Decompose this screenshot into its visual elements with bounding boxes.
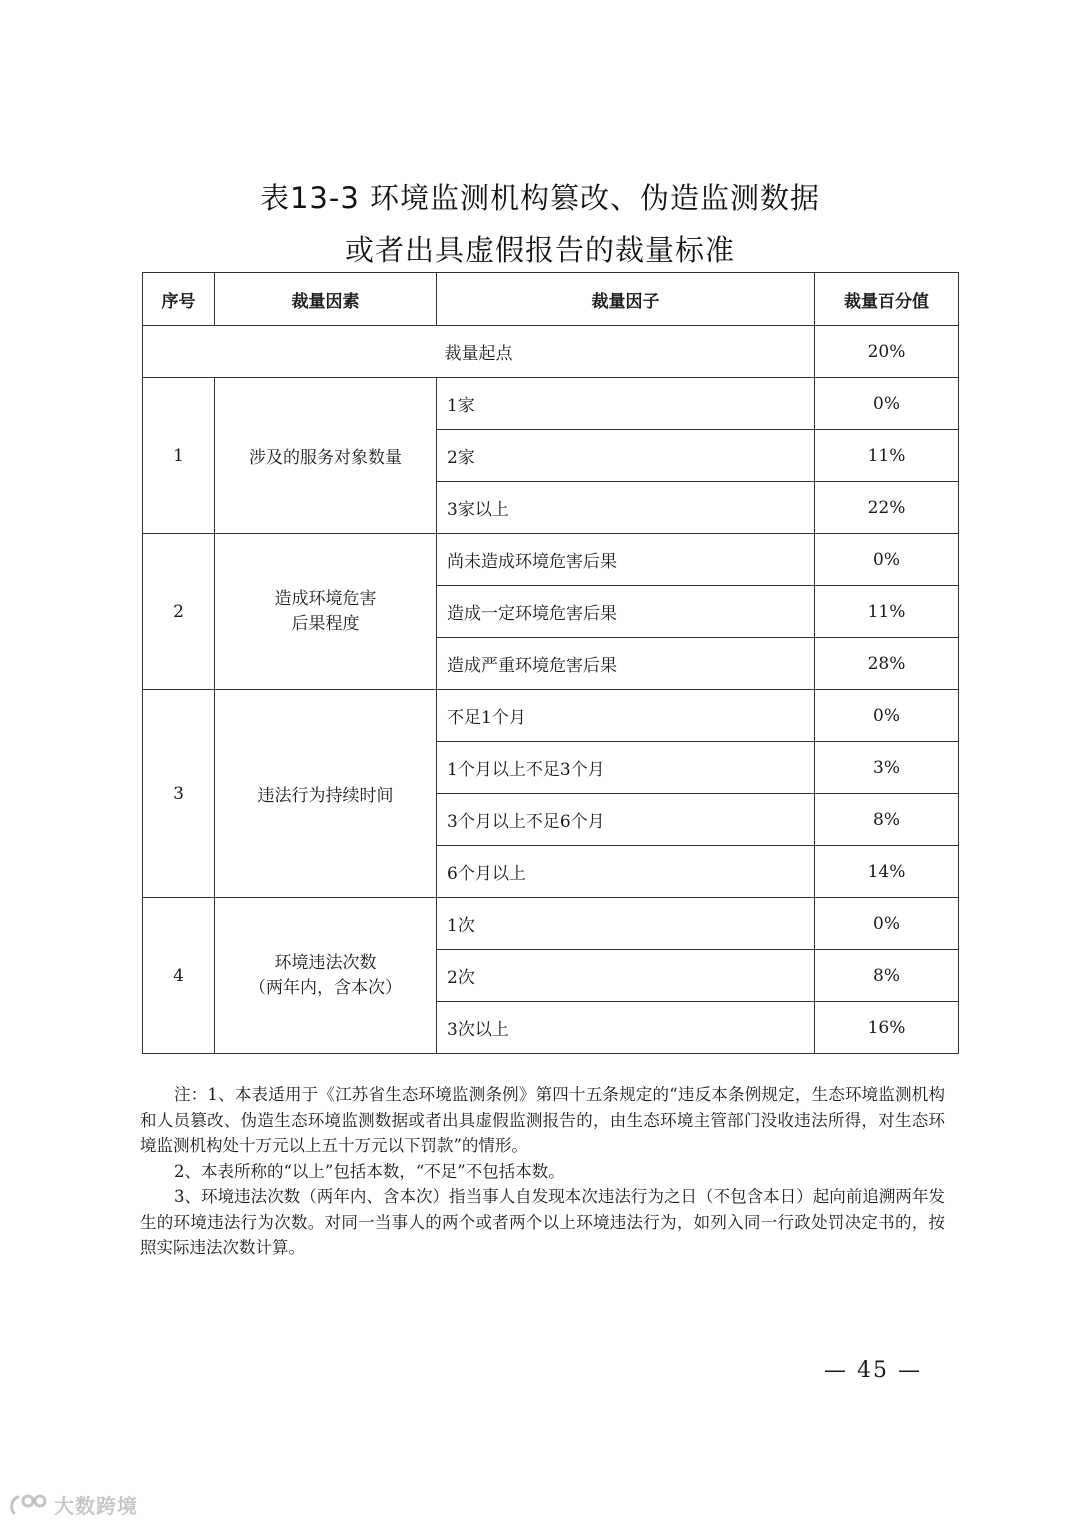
- table-row: [143, 534, 959, 586]
- watermark: [8, 1490, 138, 1519]
- factor-item: 1次: [437, 898, 815, 950]
- group-factor: 违法行为持续时间: [215, 690, 437, 898]
- watermark-logo-icon: [8, 1491, 50, 1519]
- factor-item: 2家: [437, 430, 815, 482]
- factor-item: 3个月以上不足6个月: [437, 794, 815, 846]
- table-header-row: [143, 273, 959, 326]
- factor-item: 2次: [437, 950, 815, 1002]
- group-number: 1: [143, 378, 215, 534]
- watermark-text: 大数跨境: [54, 1494, 138, 1518]
- factor-item: 3次以上: [437, 1002, 815, 1054]
- factor-value: 0%: [815, 378, 959, 430]
- header-factor: 裁量因素: [215, 273, 437, 326]
- group-factor-line2: 后果程度: [291, 613, 360, 634]
- group-factor-line2: （两年内，含本次）: [249, 977, 402, 998]
- factor-item: 6个月以上: [437, 846, 815, 898]
- factor-value: 11%: [815, 586, 959, 638]
- factor-item: 造成一定环境危害后果: [437, 586, 815, 638]
- start-label: 裁量起点: [143, 326, 815, 378]
- factor-value: 8%: [815, 794, 959, 846]
- table-row: [143, 898, 959, 950]
- group-factor: [215, 534, 437, 690]
- start-value: 20%: [815, 326, 959, 378]
- note-2: 2、本表所称的“以上”包括本数，“不足”不包括本数。: [174, 1161, 565, 1181]
- table-title-line2: 或者出具虚假报告的裁量标准: [344, 233, 735, 267]
- note-1: 注：1、本表适用于《江苏省生态环境监测条例》第四十五条规定的“违反本条例规定，生态环境监测机构和人员篡改、伪造生态环境监测数据或者出具虚假监测报告的，由生态环境主管部门没收违法所得，对生态环境监测机构处十万元以上五十万元以下罚款”的情形。: [140, 1085, 945, 1155]
- group-factor-line1: 环境违法次数: [274, 952, 377, 973]
- group-factor: [215, 898, 437, 1054]
- group-number: 3: [143, 690, 215, 898]
- discretion-standard-table: [142, 272, 959, 1054]
- factor-value: 8%: [815, 950, 959, 1002]
- table-row: [143, 378, 959, 430]
- page-number: — 45 —: [824, 1358, 922, 1383]
- factor-item: 1个月以上不足3个月: [437, 742, 815, 794]
- factor-value: 14%: [815, 846, 959, 898]
- note-3: 3、环境违法次数（两年内、含本次）指当事人自发现本次违法行为之日（不包含本日）起向前追溯两年发生的环境违法行为次数。对同一当事人的两个或者两个以上环境违法行为，如列入同一行政处罚决定书的，按照实际违法次数计算。: [140, 1187, 945, 1257]
- factor-item: 造成严重环境危害后果: [437, 638, 815, 690]
- header-item: 裁量因子: [437, 273, 815, 326]
- factor-value: 22%: [815, 482, 959, 534]
- table-row-start: [143, 326, 959, 378]
- table-notes: [140, 1082, 945, 1261]
- table-title-line1: 表13-3 环境监测机构篡改、伪造监测数据: [259, 181, 821, 215]
- factor-value: 16%: [815, 1002, 959, 1054]
- table-row: [143, 690, 959, 742]
- factor-item: 不足1个月: [437, 690, 815, 742]
- factor-item: 尚未造成环境危害后果: [437, 534, 815, 586]
- factor-value: 28%: [815, 638, 959, 690]
- group-factor: 涉及的服务对象数量: [215, 378, 437, 534]
- factor-value: 0%: [815, 898, 959, 950]
- factor-item: 3家以上: [437, 482, 815, 534]
- factor-value: 3%: [815, 742, 959, 794]
- group-number: 2: [143, 534, 215, 690]
- factor-value: 11%: [815, 430, 959, 482]
- group-number: 4: [143, 898, 215, 1054]
- group-factor-line1: 造成环境危害: [274, 588, 377, 609]
- factor-value: 0%: [815, 690, 959, 742]
- factor-item: 1家: [437, 378, 815, 430]
- header-percent: 裁量百分值: [815, 273, 959, 326]
- factor-value: 0%: [815, 534, 959, 586]
- header-serial: 序号: [143, 273, 215, 326]
